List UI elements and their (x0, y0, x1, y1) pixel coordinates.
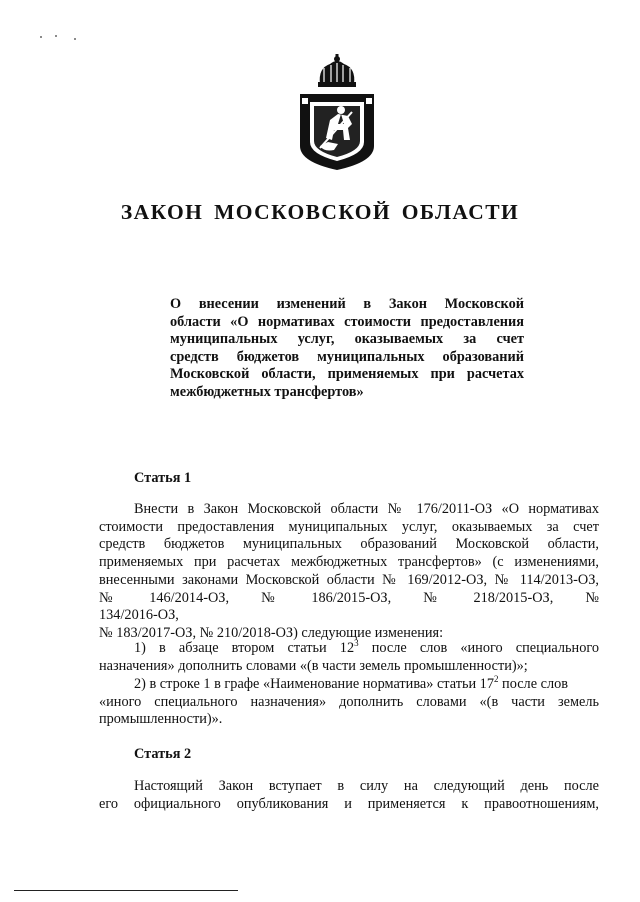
document-subject (170, 296, 524, 402)
paragraph-line: № 146/2014-ОЗ, № 186/2015-ОЗ, № 218/2015-ОЗ, № 134/2016-ОЗ, (99, 589, 599, 624)
paragraph-line: средств бюджетов муниципальных образований Московской области, (99, 536, 599, 553)
paragraph-line: № 183/2017-ОЗ, № 210/2018-ОЗ) следующие изменения: (99, 624, 444, 641)
item-superscript: 2 (493, 674, 499, 684)
item-text: после слов (498, 676, 568, 692)
subject-line: муниципальных услуг, оказываемых за счет (170, 331, 524, 348)
article-2-heading: Статья 2 (134, 746, 192, 762)
paragraph-line: его официального опубликования и применяется к правоотношениям, (99, 795, 599, 812)
article-1-heading: Статья 1 (134, 470, 192, 486)
item-line: «иного специального назначения» дополнить словами «(в части земель (99, 693, 599, 710)
paragraph-line: применяемых при расчетах межбюджетных трансфертов» (с изменениями, (99, 554, 599, 571)
item-superscript: 3 (354, 638, 359, 648)
subject-line: О внесении изменений в Закон Московской (170, 296, 524, 312)
item-line: промышленности)». (99, 711, 223, 728)
subject-line: межбюджетных трансфертов» (170, 383, 364, 400)
item-line: назначения» дополнить словами «(в части земель промышленности)»; (99, 657, 528, 674)
article-2-text (99, 778, 599, 813)
paragraph-line: внесенными законами Московской области № 169/2012-ОЗ, № 114/2013-ОЗ, (99, 571, 599, 588)
article-1-intro (99, 501, 599, 643)
subject-line: Московской области, применяемых при расчетах (170, 366, 524, 383)
item-text: 1) в абзаце втором статьи 12 (134, 640, 355, 656)
paragraph-line: Внести в Закон Московской области № 176/2011-ОЗ «О нормативах (134, 501, 599, 517)
footnote-separator (14, 890, 238, 891)
article-1-item-1 (99, 640, 599, 675)
document-title: ЗАКОН МОСКОВСКОЙ ОБЛАСТИ (120, 200, 520, 224)
item-line (99, 640, 599, 658)
scan-speck (74, 38, 76, 40)
subject-line: средств бюджетов муниципальных образований (170, 348, 524, 365)
paragraph-line: Настоящий Закон вступает в силу на следующий день после (134, 778, 599, 794)
item-text: после слов «иного специального (358, 640, 600, 656)
moscow-oblast-coat-of-arms-icon (294, 54, 380, 172)
paragraph-line: стоимости предоставления муниципальных услуг, оказываемых за счет (99, 518, 599, 535)
item-text: 2) в строке 1 в графе «Наименование норматива» статьи 17 (134, 676, 494, 692)
scan-speck (40, 36, 42, 38)
scan-speck (55, 35, 57, 37)
item-line (99, 676, 599, 694)
subject-line: области «О нормативах стоимости предоставления (170, 313, 524, 330)
article-1-item-2 (99, 676, 599, 729)
